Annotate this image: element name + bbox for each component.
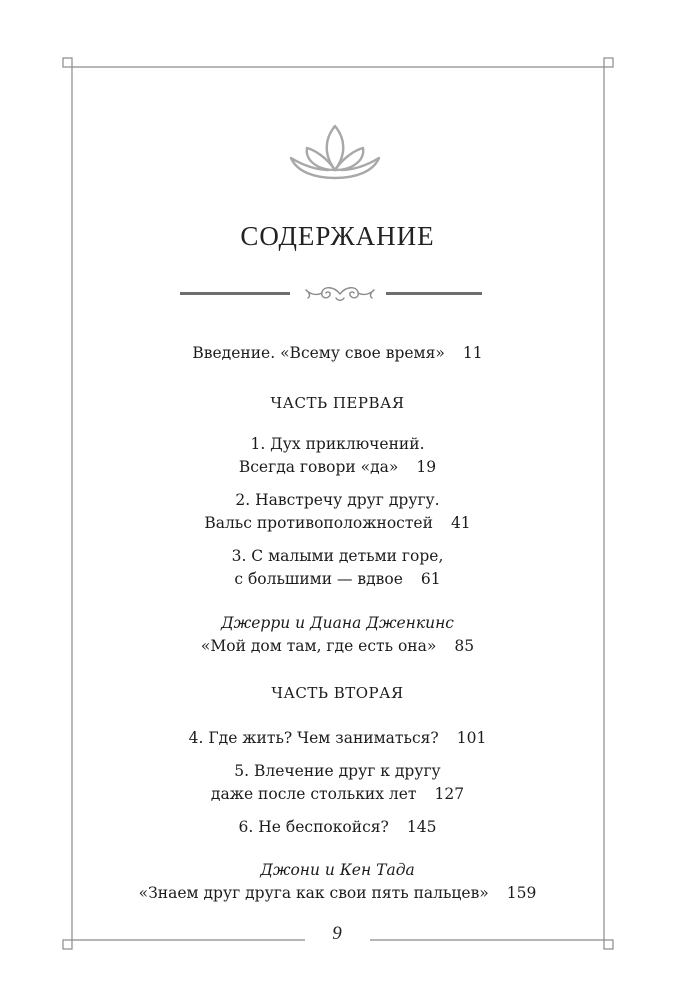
- toc-story-1-authors: Джерри и Диана Дженкинс: [221, 614, 454, 632]
- toc-intro: [0, 342, 675, 365]
- toc-chapter-4-page: 101: [456, 729, 487, 747]
- toc-story-1: [0, 612, 675, 658]
- toc-chapter-3-page: 61: [420, 570, 441, 588]
- toc-intro-page: 11: [462, 344, 483, 362]
- toc-chapter-5-page: 127: [434, 785, 465, 803]
- toc-chapter-6-line1: 6. Не беспокойся?: [238, 818, 389, 836]
- toc-chapter-1-line1: 1. Дух приключений.: [250, 435, 425, 453]
- toc-chapter-6-page: 145: [406, 818, 437, 836]
- toc-story-1-page: 85: [454, 637, 475, 655]
- toc-chapter-5-line2: даже после стольких лет: [210, 785, 417, 803]
- toc-story-1-title: «Мой дом там, где есть она»: [200, 637, 437, 655]
- toc-chapter-3: [0, 545, 675, 591]
- toc-chapter-2-line1: 2. Навстречу друг другу.: [235, 491, 440, 509]
- toc-chapter-5-line1: 5. Влечение друг к другу: [234, 762, 441, 780]
- toc-chapter-4: [0, 727, 675, 750]
- toc-chapter-4-line1: 4. Где жить? Чем заниматься?: [188, 729, 439, 747]
- divider-line-right: [386, 292, 482, 295]
- toc-chapter-1: [0, 433, 675, 479]
- toc-intro-title: Введение. «Всему свое время»: [192, 344, 445, 362]
- scroll-ornament-icon: [300, 282, 380, 304]
- toc-story-2-title: «Знаем друг друга как свои пять пальцев»: [138, 884, 489, 902]
- divider-line-left: [180, 292, 290, 295]
- part-one-heading: ЧАСТЬ ПЕРВАЯ: [270, 394, 405, 412]
- toc-chapter-2-page: 41: [450, 514, 471, 532]
- toc-chapter-3-line1: 3. С малыми детьми горе,: [231, 547, 444, 565]
- toc-chapter-6: [0, 816, 675, 839]
- toc-story-2-authors: Джони и Кен Тада: [260, 861, 415, 879]
- toc-story-2-page: 159: [506, 884, 537, 902]
- toc-chapter-1-line2: Всегда говори «да»: [238, 458, 399, 476]
- toc-chapter-1-page: 19: [416, 458, 437, 476]
- lotus-icon: [285, 118, 385, 188]
- toc-chapter-2: [0, 489, 675, 535]
- part-two-heading: ЧАСТЬ ВТОРАЯ: [271, 684, 404, 702]
- page-title: СОДЕРЖАНИЕ: [240, 221, 435, 251]
- toc-chapter-2-line2: Вальс противоположностей: [204, 514, 433, 532]
- toc-story-2: [0, 859, 675, 905]
- page-number: 9: [307, 923, 367, 945]
- toc-chapter-5: [0, 760, 675, 806]
- toc-chapter-3-line2: с большими — вдвое: [234, 570, 403, 588]
